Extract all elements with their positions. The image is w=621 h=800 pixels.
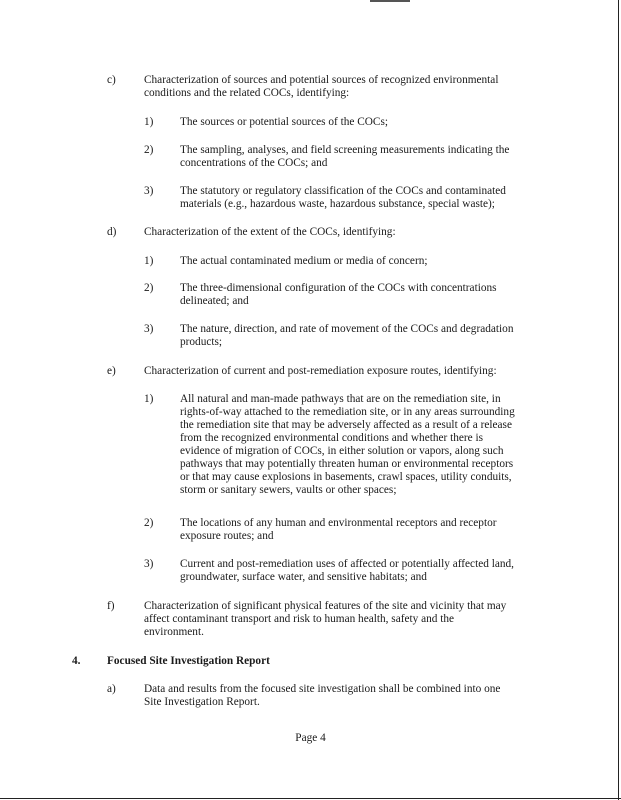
item-c-3-line: The statutory or regulatory classification of the COCs and contaminated: [180, 185, 506, 197]
item-e-1-line: the remediation site that may be adversely affected as a result of a release: [180, 419, 512, 431]
item-d-3-marker: 3): [144, 323, 154, 335]
item-c-1-line: The sources or potential sources of the COCs;: [180, 116, 389, 128]
item-c-2-line: The sampling, analyses, and field screening measurements indicating the: [180, 144, 510, 156]
item-f-line: environment.: [144, 626, 204, 638]
item-e-1-line: from the recognized environmental conditions and whether there is: [180, 432, 484, 444]
item-f-line: affect contaminant transport and risk to human health, safety and the: [144, 613, 455, 625]
item-4a-line: Site Investigation Report.: [144, 696, 260, 708]
item-e-2-marker: 2): [144, 517, 154, 529]
item-e-1-line: or that may cause explosions in basements, crawl spaces, utility conduits,: [180, 471, 512, 483]
scan-edge-right: [618, 0, 619, 800]
item-e-1-line: All natural and man-made pathways that are on the remediation site, in: [180, 393, 501, 405]
item-d-1-line: The actual contaminated medium or media of concern;: [180, 255, 428, 267]
item-d-3-line: The nature, direction, and rate of movement of the COCs and degradation: [180, 323, 514, 335]
item-e-marker: e): [107, 365, 116, 377]
item-c-2-line: concentrations of the COCs; and: [180, 157, 328, 169]
page-number: Page 4: [295, 732, 326, 744]
item-d-2-line: delineated; and: [180, 295, 249, 307]
item-d-2-line: The three-dimensional configuration of the COCs with concentrations: [180, 282, 497, 294]
item-c-marker: c): [107, 74, 116, 86]
item-f-line: Characterization of significant physical features of the site and vicinity that may: [144, 600, 507, 612]
item-4a-line: Data and results from the focused site investigation shall be combined into one: [144, 683, 501, 695]
item-c-line: conditions and the related COCs, identifying:: [144, 87, 350, 99]
item-d-1-marker: 1): [144, 255, 154, 267]
item-c-line: Characterization of sources and potential sources of recognized environmental: [144, 74, 499, 86]
scan-edge-top: [370, 0, 410, 2]
item-d-3-line: products;: [180, 336, 223, 348]
section-number: 4.: [72, 655, 81, 667]
item-d-2-marker: 2): [144, 282, 154, 294]
item-c-3-marker: 3): [144, 185, 154, 197]
item-e-3-line: Current and post-remediation uses of affected or potentially affected land,: [180, 558, 514, 570]
section-title: Focused Site Investigation Report: [107, 655, 270, 667]
item-d-marker: d): [107, 226, 117, 238]
item-e-1-line: evidence of migration of COCs, in either solution or vapors, along such: [180, 445, 504, 457]
item-e-3-line: groundwater, surface water, and sensitive habitats; and: [180, 571, 427, 583]
item-e-3-marker: 3): [144, 558, 154, 570]
item-e-1-line: rights-of-way attached to the remediation site, or in any areas surrounding: [180, 406, 515, 418]
item-e-1-marker: 1): [144, 393, 154, 405]
item-e-line: Characterization of current and post-remediation exposure routes, identifying:: [144, 365, 497, 377]
item-f-marker: f): [107, 600, 115, 612]
item-c-3-line: materials (e.g., hazardous waste, hazardous substance, special waste);: [180, 198, 495, 210]
item-4a-marker: a): [107, 683, 116, 695]
item-c-2-marker: 2): [144, 144, 154, 156]
item-c-1-marker: 1): [144, 116, 154, 128]
item-e-2-line: The locations of any human and environmental receptors and receptor: [180, 517, 497, 529]
item-e-1-line: pathways that may potentially threaten human or environmental receptors: [180, 458, 514, 470]
item-d-line: Characterization of the extent of the COCs, identifying:: [144, 226, 396, 238]
scan-edge-bottom: [0, 798, 621, 799]
item-e-2-line: exposure routes; and: [180, 530, 274, 542]
item-e-1-line: storm or sanitary sewers, vaults or other spaces;: [180, 484, 397, 496]
